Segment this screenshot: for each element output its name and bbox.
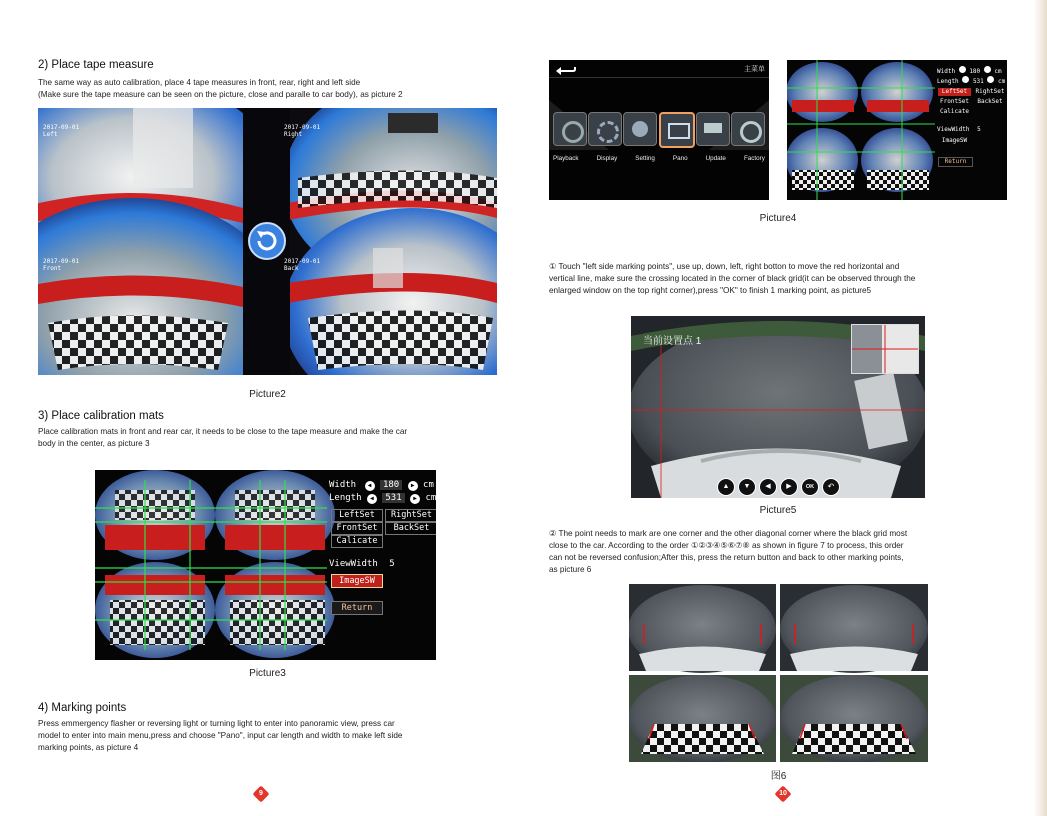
zoom-window	[851, 324, 919, 374]
picture-3-image	[95, 470, 436, 660]
menu-item-update[interactable]: Update	[705, 155, 726, 162]
picture-4-viewwidth-label: ViewWidth	[937, 126, 970, 133]
picture-4-menu-screen	[549, 60, 769, 200]
display-icon[interactable]	[588, 112, 622, 146]
picture-4-length-unit: cm	[998, 78, 1006, 85]
picture-3-frontset-button[interactable]: FrontSet	[331, 522, 383, 535]
left-arrow-icon[interactable]	[959, 66, 966, 73]
picture-3-return-button[interactable]: Return	[331, 601, 383, 615]
right-button-icon[interactable]: ▶	[780, 478, 798, 496]
update-icon[interactable]	[696, 112, 730, 146]
picture-2-date-right: 2017-09-01	[284, 124, 321, 131]
step-2-line-3: can not be reversed confusion;After this, press the return button and back to other marking points,	[549, 553, 904, 562]
setting-icon[interactable]	[623, 112, 657, 146]
page-edge-decoration	[1033, 0, 1047, 816]
picture-3-length-label: Length	[329, 493, 362, 503]
menu-item-playback[interactable]: Playback	[553, 155, 579, 162]
picture-4-rightset-button[interactable]: RightSet	[975, 88, 1005, 95]
left-arrow-icon[interactable]: ◀	[365, 481, 375, 491]
step-2-line-4: as picture 6	[549, 565, 592, 574]
picture-4-length-value: 531	[972, 78, 984, 85]
step-1-line-2: vertical line, make sure the crossing located in the corner of black grid(it can be observed through the	[549, 274, 916, 283]
picture-4-width-value: 180	[969, 68, 981, 75]
section-2-heading: 2) Place tape measure	[38, 59, 154, 71]
pano-icon[interactable]	[659, 112, 695, 148]
picture-5-overlay-text: 当前设置点 1	[643, 336, 702, 347]
ok-button[interactable]: OK	[801, 478, 819, 496]
picture-2-label-back: Back	[284, 265, 299, 272]
menu-title: 主菜单	[744, 66, 765, 73]
section-4-line-3: marking points, as picture 4	[38, 743, 139, 752]
picture-4-length-label: Length	[937, 78, 959, 85]
picture-2-label-front: Front	[43, 265, 62, 272]
back-arrow-icon[interactable]: ↶	[822, 478, 840, 496]
section-2-line-1: The same way as auto calibration, place 4 tape measures in front, rear, right and left side	[38, 78, 361, 87]
picture-2-date-left: 2017-09-01	[43, 124, 80, 131]
right-arrow-icon[interactable]: ▶	[410, 494, 420, 504]
left-arrow-icon[interactable]: ◀	[367, 494, 377, 504]
picture-4-width-unit: cm	[994, 68, 1002, 75]
section-3-line-1: Place calibration mats in front and rear car, it needs to be close to the tape measure and make the car	[38, 427, 408, 436]
picture-6-image	[629, 584, 928, 762]
picture-3-caption: Picture3	[249, 668, 286, 679]
picture-3-calicate-button[interactable]: Calicate	[331, 535, 383, 548]
picture-3-viewwidth-label: ViewWidth	[329, 559, 378, 569]
playback-icon[interactable]	[553, 112, 587, 146]
picture-3-backset-button[interactable]: BackSet	[385, 522, 436, 535]
picture-3-viewwidth-value: 5	[389, 559, 395, 569]
picture-4-leftset-button[interactable]: LeftSet	[938, 88, 971, 96]
page-number-right: 10	[776, 787, 790, 801]
picture-3-width-unit: cm	[423, 480, 434, 490]
picture-4-backset-button[interactable]: BackSet	[977, 98, 1003, 105]
page-number-left: 9	[254, 787, 268, 801]
picture-4-imagesw-button[interactable]: ImageSW	[941, 137, 968, 144]
down-button-icon[interactable]: ▼	[738, 478, 756, 496]
menu-item-pano[interactable]: Pano	[672, 155, 688, 162]
step-1-line-1: ① Touch "left side marking points", use up, down, left, right botton to move the red horizontal and	[549, 262, 900, 271]
left-button-icon[interactable]: ◀	[759, 478, 777, 496]
step-2-line-2: close to the car. According to the order ①②③④⑤⑥⑦⑧ as shown in figure 7 to process, this order	[549, 541, 904, 550]
picture-3-length-unit: cm	[425, 493, 436, 503]
step-2-line-1: ② The point needs to mark are one corner and the other diagonal corner where the black grid most	[549, 529, 908, 538]
picture-3-leftset-button[interactable]: LeftSet	[331, 509, 383, 522]
picture-5-caption: Picture5	[759, 505, 797, 516]
picture-2-label-right: Right	[284, 131, 303, 138]
picture-2-caption: Picture2	[249, 389, 286, 400]
picture-3-imagesw-button[interactable]: ImageSW	[331, 574, 383, 588]
menu-item-factory[interactable]: Factory	[743, 155, 765, 162]
picture-2-date-back: 2017-09-01	[284, 258, 321, 265]
picture-3-width-label: Width	[329, 480, 357, 490]
picture-6-caption: 图6	[770, 771, 787, 782]
picture-3-width-value: 180	[380, 480, 402, 490]
picture-3-length-value: 531	[382, 493, 404, 503]
picture-4-caption: Picture4	[759, 213, 797, 224]
section-4-line-1: Press emmergency flasher or reversing light or turning light to enter into panoramic view, press car	[38, 719, 395, 728]
picture-4-viewwidth-value: 5	[977, 126, 981, 133]
picture-4-frontset-button[interactable]: FrontSet	[940, 98, 969, 105]
picture-5-image	[631, 316, 925, 498]
section-4-line-2: model to enter into main menu,press and choose "Pano", input car length and width to make left side	[38, 731, 403, 740]
picture-3-rightset-button[interactable]: RightSet	[385, 509, 436, 522]
picture-4-width-label: Width	[937, 68, 956, 75]
picture-4-calicate-button[interactable]: Calicate	[940, 108, 969, 115]
left-arrow-icon[interactable]	[962, 76, 969, 83]
up-button-icon[interactable]: ▲	[717, 478, 735, 496]
picture-2-image	[38, 108, 497, 375]
factory-icon[interactable]	[731, 112, 765, 146]
menu-item-setting[interactable]: Setting	[635, 155, 655, 162]
picture-2-label-left: Left	[43, 131, 58, 138]
right-arrow-icon[interactable]	[987, 76, 994, 83]
picture-4-settings-screen	[787, 60, 1007, 200]
step-1-line-3: enlarged window on the top right corner),press "OK" to finish 1 marking point, as picture5	[549, 286, 872, 295]
section-2-line-2: (Make sure the tape measure can be seen on the picture, close and paralle to car body), as picture 2	[38, 90, 403, 99]
section-4-heading: 4) Marking points	[38, 702, 127, 714]
right-arrow-icon[interactable]: ▶	[408, 481, 418, 491]
right-arrow-icon[interactable]	[984, 66, 991, 73]
rotate-icon[interactable]	[243, 221, 291, 261]
picture-2-date-front: 2017-09-01	[43, 258, 80, 265]
section-3-heading: 3) Place calibration mats	[38, 410, 164, 422]
picture-4-return-button[interactable]: Return	[938, 157, 973, 167]
menu-item-display[interactable]: Display	[596, 155, 618, 162]
section-3-line-2: body in the center, as picture 3	[38, 439, 150, 448]
